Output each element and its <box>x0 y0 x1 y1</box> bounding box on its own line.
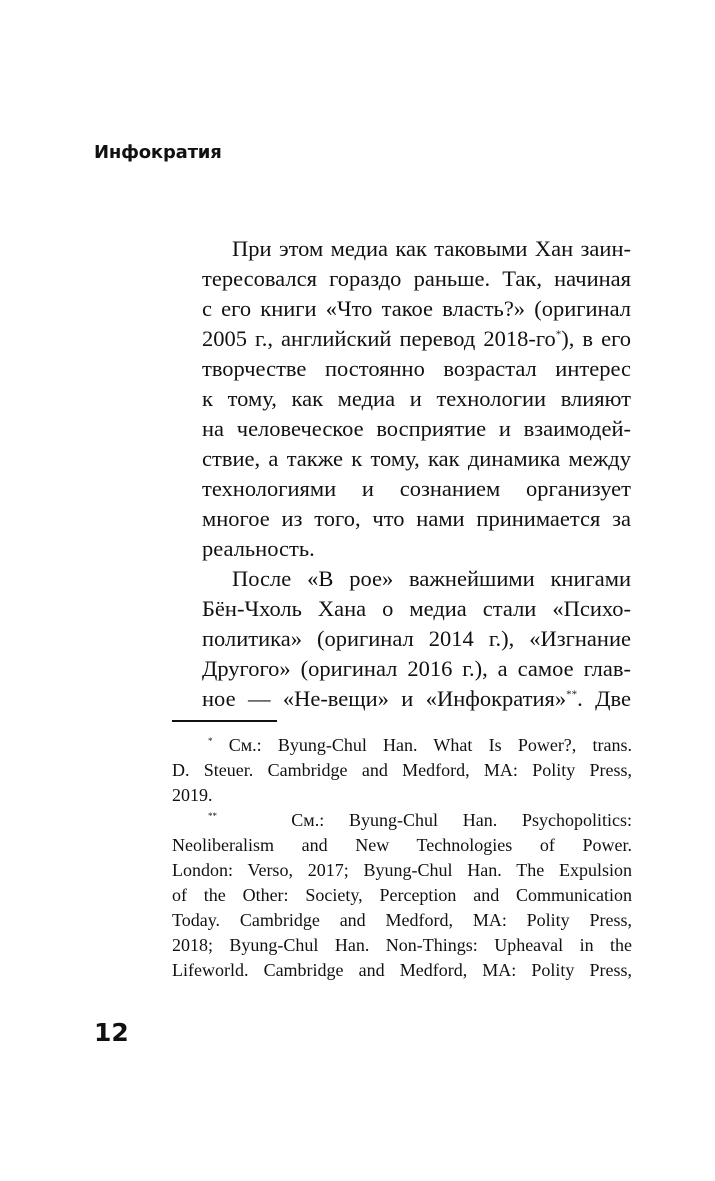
footnote-2 <box>172 808 632 983</box>
footnotes <box>172 733 632 983</box>
footnote-marker: * <box>208 736 213 746</box>
text-line: реальность. <box>202 536 315 561</box>
text-fragment: ное — «Не-вещи» и «Инфократия» <box>202 686 567 711</box>
text-fragment: ), в его <box>561 326 631 351</box>
footnote-line: of the Other: Society, Perception and Communication <box>172 885 632 905</box>
footnote-line: London: Verso, 2017; Byung-Chul Han. The Expulsion <box>172 860 632 880</box>
text-line: Другого» (оригинал 2016 г.), а самое глав- <box>202 656 631 681</box>
text-line: на человеческое восприятие и взаимодей- <box>202 416 631 441</box>
text-line: к тому, как медиа и технологии влияют <box>202 386 631 411</box>
text-line: творчестве постоянно возрастал интерес <box>202 356 631 381</box>
text-line: политика» (оригинал 2014 г.), «Изгнание <box>202 626 631 651</box>
text-line: При этом медиа как таковыми Хан заин- <box>232 236 631 261</box>
footnote-marker: ** <box>566 688 578 701</box>
text-line: После «В рое» важнейшими книгами <box>232 566 631 591</box>
footnote-1 <box>172 733 632 808</box>
footnote-marker: ** <box>208 811 217 821</box>
footnote-divider <box>172 720 277 722</box>
text-line-with-footnote <box>172 324 631 354</box>
text-line-with-footnote <box>172 684 631 714</box>
page-number: 12 <box>94 1018 129 1047</box>
text-line: ствие, а также к тому, как динамика между <box>202 446 631 471</box>
text-fragment: 2005 г., английский перевод 2018-го <box>202 326 556 351</box>
paragraph-2 <box>172 564 631 714</box>
footnote-marker: * <box>555 328 562 341</box>
text-fragment: . Две <box>577 686 631 711</box>
footnote-line <box>172 808 632 833</box>
footnote-line: D. Steuer. Cambridge and Medford, MA: Polity Press, <box>172 760 632 780</box>
footnote-line: 2019. <box>172 785 213 805</box>
footnote-line <box>172 733 632 758</box>
text-fragment: См.: Byung-Chul Han. Psychopolitics: <box>291 810 632 830</box>
running-head: Инфократия <box>94 142 222 163</box>
footnote-line: Neoliberalism and New Technologies of Power. <box>172 835 632 855</box>
text-line: технологиями и сознанием организует <box>202 476 631 501</box>
text-line: с его книги «Что такое власть?» (оригинал <box>202 296 631 321</box>
paragraph-1 <box>172 234 631 564</box>
text-fragment: См.: Byung-Chul Han. What Is Power?, trans. <box>228 735 632 755</box>
body-text <box>172 234 631 714</box>
footnote-line: Today. Cambridge and Medford, MA: Polity Press, <box>172 910 632 930</box>
text-line: Бён-Чхоль Хана о медиа стали «Психо- <box>202 596 631 621</box>
footnote-line: Lifeworld. Cambridge and Medford, MA: Polity Press, <box>172 960 632 980</box>
text-line: многое из того, что нами принимается за <box>202 506 631 531</box>
text-line: тересовался гораздо раньше. Так, начиная <box>202 266 631 291</box>
footnote-line: 2018; Byung-Chul Han. Non-Things: Upheaval in the <box>172 935 632 955</box>
